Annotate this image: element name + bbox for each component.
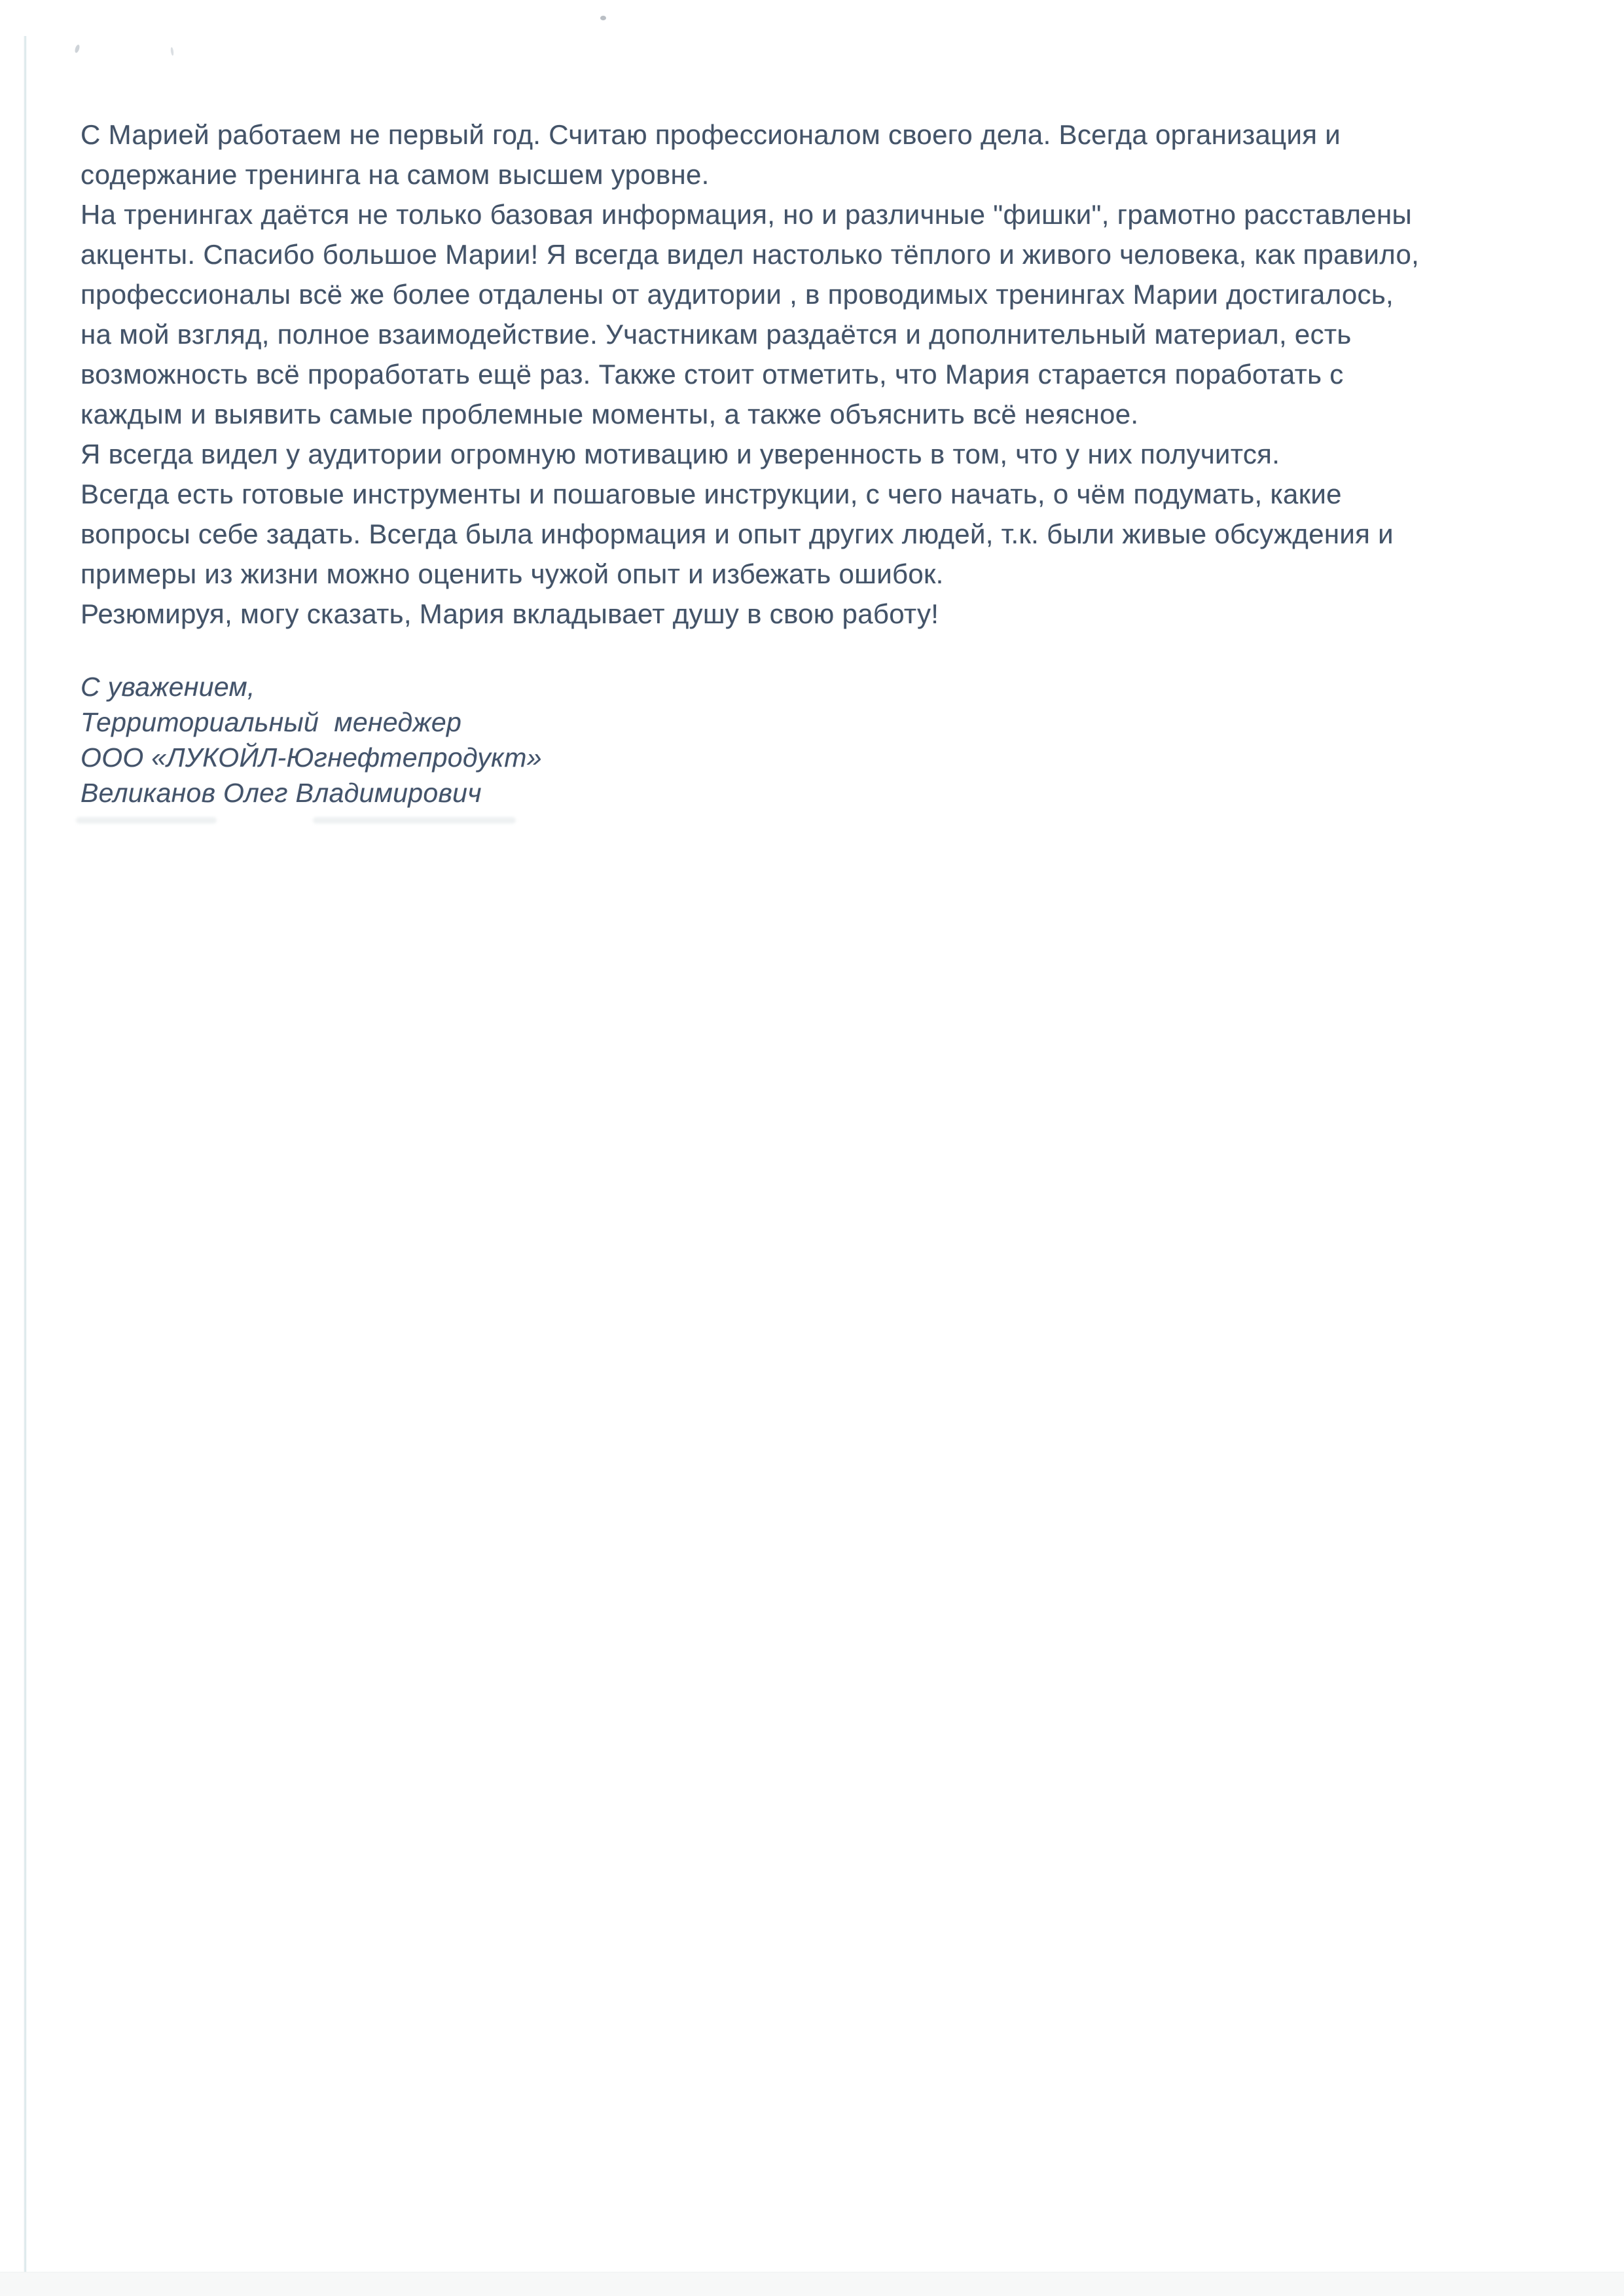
letter-signature-block bbox=[81, 669, 542, 811]
scan-speck bbox=[600, 16, 606, 20]
body-text-line: Резюмируя, могу сказать, Мария вкладывает душу в свою работу! bbox=[81, 598, 939, 629]
body-text-line: Я всегда видел у аудитории огромную мотивацию и уверенность в том, что у них получится. bbox=[81, 439, 1280, 469]
signature-text-line: Территориальный менеджер bbox=[81, 707, 462, 737]
body-text-line: вопросы себе задать. Всегда была информация и опыт других людей, т.к. были живые обсуждения и bbox=[81, 519, 1394, 549]
scan-bottom-strip-artifact bbox=[0, 2272, 1624, 2296]
signature-text-line: ООО «ЛУКОЙЛ-Югнефтепродукт» bbox=[81, 742, 542, 773]
body-text-line: каждым и выявить самые проблемные моменты, а также объяснить всё неясное. bbox=[81, 399, 1139, 429]
scan-speck bbox=[170, 47, 174, 56]
body-text-line: на мой взгляд, полное взаимодействие. Участникам раздаётся и дополнительный материал, есть bbox=[81, 319, 1352, 350]
scan-ghost-smudge bbox=[76, 817, 217, 824]
body-text-line: профессионалы всё же более отдалены от аудитории , в проводимых тренингах Марии достигалось, bbox=[81, 279, 1394, 310]
scan-speck bbox=[74, 44, 81, 53]
body-text-line: примеры из жизни можно оценить чужой опыт и избежать ошибок. bbox=[81, 558, 944, 589]
letter-body-text bbox=[81, 115, 1419, 634]
scan-ghost-smudge bbox=[313, 817, 516, 824]
scan-edge-artifact bbox=[24, 36, 27, 2272]
body-text-line: возможность всё проработать ещё раз. Также стоит отметить, что Мария старается поработать с bbox=[81, 359, 1344, 390]
body-text-line: акценты. Спасибо большое Марии! Я всегда видел настолько тёплого и живого человека, как правило, bbox=[81, 239, 1420, 270]
body-text-line: На тренингах даётся не только базовая информация, но и различные "фишки", грамотно расставлены bbox=[81, 199, 1412, 230]
signature-text-line: С уважением, bbox=[81, 672, 255, 702]
signature-text-line: Великанов Олег Владимирович bbox=[81, 778, 482, 808]
body-text-line: содержание тренинга на самом высшем уровне. bbox=[81, 159, 710, 190]
body-text-line: Всегда есть готовые инструменты и пошаговые инструкции, с чего начать, о чём подумать, какие bbox=[81, 479, 1342, 509]
body-text-line: С Марией работаем не первый год. Считаю профессионалом своего дела. Всегда организация и bbox=[81, 119, 1341, 150]
